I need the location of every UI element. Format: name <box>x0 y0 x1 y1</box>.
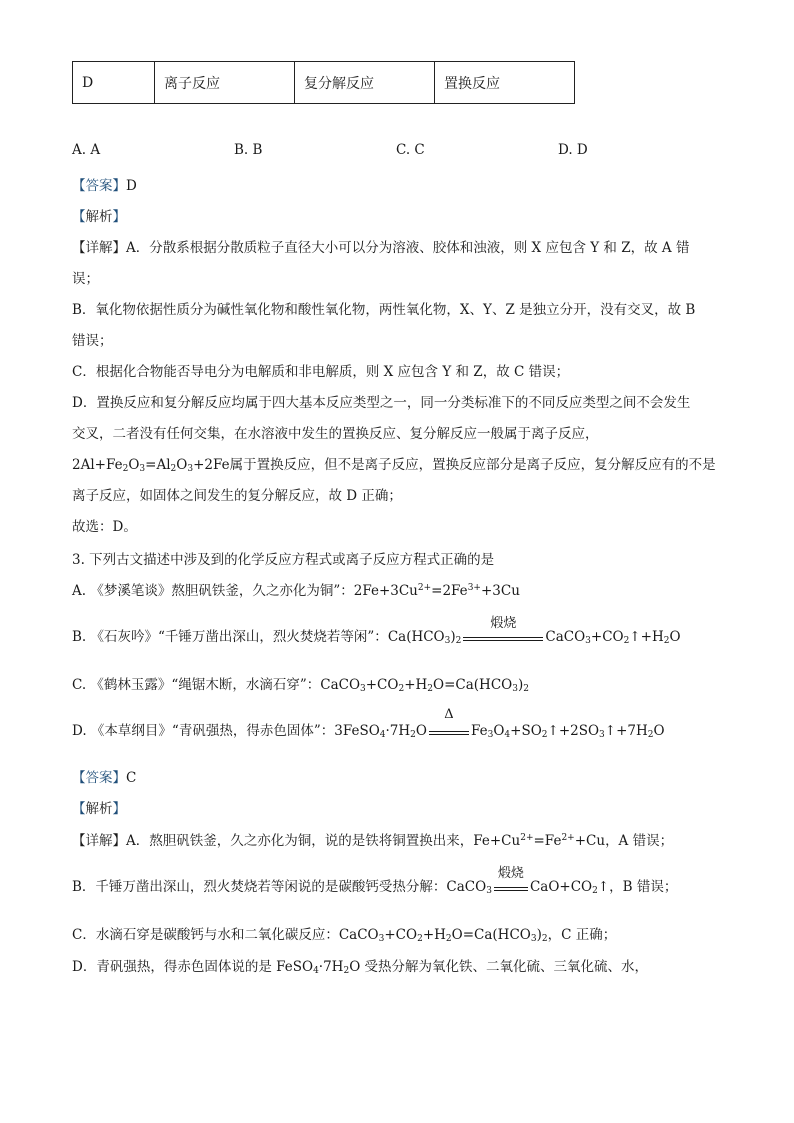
equation-c: $CaCO_3+CO_2+H_2O=Ca(HCO_3)_2$ <box>320 677 529 694</box>
detail-line-3a: 【详解】A．熬胆矾铁釜，久之亦化为铜，说的是铁将铜置换出来，$Fe+Cu^{2+}=Fe^{2+}+Cu$，A 错误； <box>72 833 674 849</box>
analysis-tag: 解析 <box>85 801 113 817</box>
answer-line-3 <box>72 766 136 786</box>
detail-line-c1: C．根据化合物能否导电分为电解质和非电解质，则 X 应包含 Y 和 Z，故 C 错误； <box>72 364 570 380</box>
equation-d: $3FeSO_4\cdot 7H_2O$ Δ $Fe_3O_4+SO_2↑+2SO_3↑+7H_2O$ <box>334 706 665 740</box>
detail-line-3b: B．千锤万凿出深山，烈火焚烧若等闲说的是碳酸钙受热分解：CaCO$_3$ 煅烧 $CaO+CO_2↑$，B 错误； <box>72 865 678 896</box>
answer-tag: 【答案】 <box>72 178 126 194</box>
table-cell: 置换反应 <box>435 62 575 104</box>
analysis-heading: 【解析】 <box>72 209 126 225</box>
detail-line-3d: D．青矾强热，得赤色固体说的是 $FeSO_4\cdot 7H_2O$ 受热分解为氧化铁、二氧化硫、三氧化硫、水， <box>72 959 649 976</box>
table-cell: 离子反应 <box>155 62 295 104</box>
detail-line-d3: $2Al+Fe_2O_3=Al_2O_3+2Fe$属于置换反应，但不是离子反应，置换反应部分是离子反应，复分解反应有的不是 <box>72 457 716 474</box>
analysis-heading-3: 【解析】 <box>72 801 126 817</box>
equation-a: $2Fe+3Cu^{2+}=2Fe^{3+}+3Cu$ <box>353 583 520 599</box>
reaction-arrow: 煅烧 <box>463 631 543 645</box>
question-3-stem: 3. 下列古文描述中涉及到的化学反应方程式或离子反应方程式正确的是 <box>72 552 495 568</box>
equation: $Fe+Cu^{2+}=Fe^{2+}+Cu$ <box>473 833 606 849</box>
option-table <box>72 61 575 104</box>
option-a: A. 《梦溪笔谈》熬胆矾铁釜，久之亦化为铜”：$2Fe+3Cu^{2+}=2Fe^{3+}+3Cu$ <box>72 583 520 599</box>
reaction-arrow: Δ <box>429 725 469 739</box>
detail-line-d2: 交叉，二者没有任何交集，在水溶液中发生的置换反应、复分解反应一般属于离子反应， <box>72 426 599 442</box>
answer-choices <box>72 142 632 162</box>
equation-b: $Ca(HCO_3)_2$ 煅烧 $CaCO_3+CO_2↑+H_2O$ <box>387 615 681 646</box>
table-row <box>73 62 575 104</box>
detail-tag: 【详解】 <box>72 833 126 849</box>
choice-b: B. B <box>234 142 263 158</box>
choice-d: D. D <box>558 142 588 158</box>
thermite-equation: $2Al+Fe_2O_3=Al_2O_3+2Fe$ <box>72 457 230 474</box>
detail-tag: 【详解】 <box>72 240 126 256</box>
option-c: C. 《鹤林玉露》“绳锯木断，水滴石穿”：$CaCO_3+CO_2+H_2O=Ca(HCO_3)_2$ <box>72 677 529 694</box>
detail-line-b2: 错误； <box>72 333 113 349</box>
answer-value: D <box>126 178 137 194</box>
equation: CaCO$_3$ 煅烧 $CaO+CO_2↑$ <box>446 865 610 896</box>
option-b: B. 《石灰吟》“千锤万凿出深山，烈火焚烧若等闲”：$Ca(HCO_3)_2$ 煅烧 $CaCO_3+CO_2↑+H_2O$ <box>72 615 681 646</box>
detail-line-3c: C．水滴石穿是碳酸钙与水和二氧化碳反应：$CaCO_3+CO_2+H_2O=Ca(HCO_3)_2$，C 正确； <box>72 927 617 944</box>
detail-line-b1: B．氧化物依据性质分为碱性氧化物和酸性氧化物，两性氧化物，X、Y、Z 是独立分开，没有交叉，故 B <box>72 302 696 318</box>
answer-tag: 【答案】 <box>72 770 126 786</box>
detail-line-d1: D．置换反应和复分解反应均属于四大基本反应类型之一，同一分类标准下的不同反应类型之间不会发生 <box>72 395 691 411</box>
detail-line-a2: 误； <box>72 271 99 287</box>
table-cell: D <box>73 62 155 104</box>
table-cell: 复分解反应 <box>295 62 435 104</box>
equation: $CaCO_3+CO_2+H_2O=Ca(HCO_3)_2$ <box>338 927 548 944</box>
detail-line-a1: 【详解】A．分散系根据分散质粒子直径大小可以分为溶液、胶体和浊液，则 X 应包含 Y 和 Z，故 A 错 <box>72 240 690 256</box>
choice-a: A. A <box>72 142 101 158</box>
option-d: D. 《本草纲目》“青矾强热，得赤色固体”：$3FeSO_4\cdot 7H_2O$ Δ $Fe_3O_4+SO_2↑+2SO_3↑+7H_2O$ <box>72 706 665 740</box>
detail-line-d4: 离子反应，如固体之间发生的复分解反应，故 D 正确； <box>72 488 402 504</box>
answer-line <box>72 174 137 194</box>
conclusion-line: 故选：D。 <box>72 519 137 535</box>
choice-c: C. C <box>396 142 425 158</box>
analysis-tag: 解析 <box>85 209 113 225</box>
answer-value: C <box>126 770 137 786</box>
reaction-arrow: 煅烧 <box>494 881 528 895</box>
